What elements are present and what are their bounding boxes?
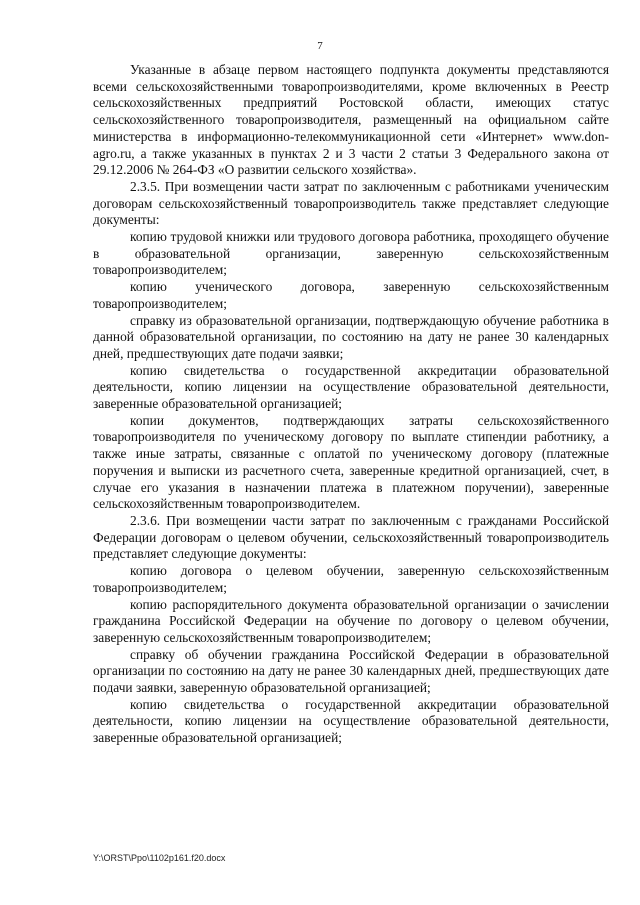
paragraph-2-3-5-heading: 2.3.5. При возмещении части затрат по заключенным с работниками ученическим договорам сельскохозяйственный товаропроизводитель также представляет следующие документы: <box>93 178 609 228</box>
paragraph-1: Указанные в абзаце первом настоящего подпункта документы представляются всеми сельскохозяйственными товаропроизводителями, кроме включенных в Реестр сельскохозяйственных предприятий Ростовской области, имеющих статус сельскохозяйственного товаропроизводителя, размещенный на официальном сайте министерства в информационно-телекоммуникационной сети «Интернет» www.don-agro.ru, а также указанных в пунктах 2 и 3 части 2 статьи 3 Федерального закона от 29.12.2006 № 264-ФЗ «О развитии сельского хозяйства». <box>93 62 609 178</box>
paragraph-2-3-6-heading: 2.3.6. При возмещении части затрат по заключенным с гражданами Российской Федерации договорам о целевом обучении, сельскохозяйственный товаропроизводитель представляет следующие документы: <box>93 512 609 562</box>
paragraph-7: копии документов, подтверждающих затраты сельскохозяйственного товаропроизводителя по ученическому договору по выплате стипендии работнику, а также иные затраты, связанные с оплатой по ученическому договору (платежные поручения и выписки из расчетного счета, заверенные кредитной организацией, счет, в случае его указания в назначении платежа в платежном поручении), заверенные сельскохозяйственным товаропроизводителем. <box>93 412 609 512</box>
paragraph-9: копию договора о целевом обучении, заверенную сельскохозяйственным товаропроизводителем; <box>93 563 609 595</box>
paragraph-10: копию распорядительного документа образовательной организации о зачислении гражданина Российской Федерации на обучение по договору о целевом обучении, заверенную сельскохозяйственным товаропроизводителем; <box>93 596 609 645</box>
paragraph-12: копию свидетельства о государственной аккредитации образовательной деятельности, копию лицензии на осуществление образовательной деятельности, заверенные образовательной организацией; <box>93 696 609 746</box>
paragraph-3: копию трудовой книжки или трудового договора работника, проходящего обучение в образовательной организации, заверенную сельскохозяйственным товаропроизводителем; <box>93 229 609 278</box>
page-number: 7 <box>317 40 323 52</box>
paragraph-11: справку об обучении гражданина Российской Федерации в образовательной организации по состоянию на дату не ранее 30 календарных дней, предшествующих дате подачи заявки, заверенную образовательной организацией; <box>93 646 609 696</box>
paragraph-4: копию ученического договора, заверенную сельскохозяйственным товаропроизводителем; <box>93 279 609 311</box>
footer-file-path: Y:\ORST\Ppo\1102p161.f20.docx <box>93 853 226 863</box>
paragraph-5: справку из образовательной организации, подтверждающую обучение работника в данной образовательной организации, по состоянию на дату не ранее 30 календарных дней, предшествующих дате подачи заявки; <box>93 312 609 361</box>
paragraph-6: копию свидетельства о государственной аккредитации образовательной деятельности, копию лицензии на осуществление образовательной деятельности, заверенные образовательной организацией; <box>93 362 609 412</box>
document-body <box>93 62 609 747</box>
